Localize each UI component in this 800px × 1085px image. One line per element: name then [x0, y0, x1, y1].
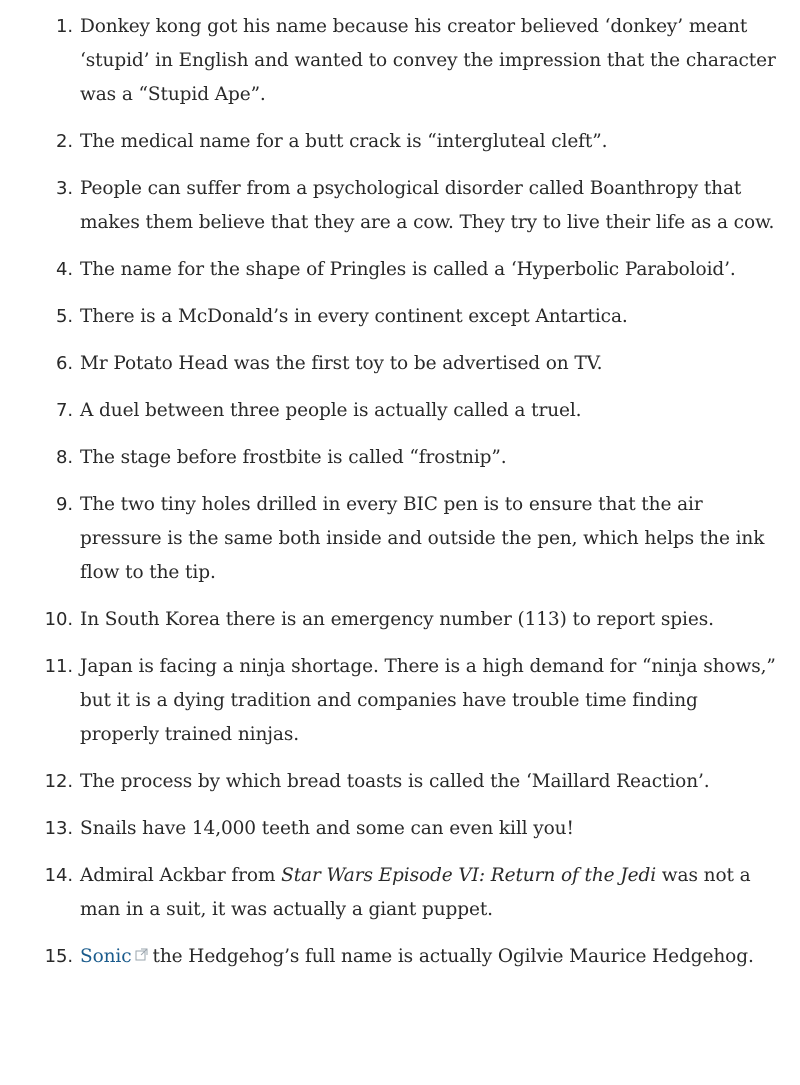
text-segment: the Hedgehog’s full name is actually Ogilvie Maurice Hedgehog. [152, 946, 754, 967]
external-link-icon[interactable] [135, 948, 148, 961]
movie-title: Star Wars Episode VI: Return of the Jedi [281, 865, 657, 886]
text-segment: was not a man in a suit, it was actually a giant puppet. [80, 865, 751, 920]
list-number: 10. [44, 609, 73, 630]
list-item [0, 10, 780, 112]
list-number: 11. [44, 656, 73, 677]
list-item-text: Snails have 14,000 teeth and some can even kill you! [80, 818, 574, 839]
list-item-text: A duel between three people is actually called a truel. [80, 400, 582, 421]
list-item-text: The stage before frostbite is called “frostnip”. [80, 447, 507, 468]
list-item [0, 859, 780, 927]
list-item-text: Donkey kong got his name because his creator believed ‘donkey’ meant ‘stupid’ in English and wanted to convey the impression that the character was a “Stupid Ape”. [80, 16, 776, 105]
list-item [0, 253, 780, 287]
list-item-text: Japan is facing a ninja shortage. There is a high demand for “ninja shows,” but it is a dying tradition and companies have trouble time finding properly trained ninjas. [80, 656, 776, 745]
list-number: 13. [44, 818, 73, 839]
list-item-text [80, 946, 754, 967]
list-item [0, 300, 780, 334]
list-number: 9. [56, 494, 73, 515]
list-number: 2. [56, 131, 73, 152]
list-item [0, 394, 780, 428]
text-segment: Admiral Ackbar from [80, 865, 282, 886]
list-number: 1. [56, 16, 73, 37]
list-number: 5. [56, 306, 73, 327]
list-item-text: The medical name for a butt crack is “intergluteal cleft”. [80, 131, 608, 152]
list-item [0, 940, 780, 974]
list-number: 15. [44, 946, 73, 967]
list-item-text: People can suffer from a psychological disorder called Boanthropy that makes them believe that they are a cow. They try to live their life as a cow. [80, 178, 775, 233]
list-number: 12. [44, 771, 73, 792]
list-item [0, 812, 780, 846]
list-item [0, 441, 780, 475]
list-number: 7. [56, 400, 73, 421]
list-item-text: There is a McDonald’s in every continent except Antartica. [80, 306, 628, 327]
list-number: 6. [56, 353, 73, 374]
list-number: 4. [56, 259, 73, 280]
list-item [0, 488, 780, 590]
list-item [0, 347, 780, 381]
list-item-text [80, 865, 751, 920]
list-item-text: The process by which bread toasts is called the ‘Maillard Reaction’. [80, 771, 710, 792]
list-number: 8. [56, 447, 73, 468]
list-item [0, 125, 780, 159]
list-item-text: Mr Potato Head was the first toy to be advertised on TV. [80, 353, 603, 374]
list-item [0, 603, 780, 637]
list-number: 14. [44, 865, 73, 886]
list-item-text: The two tiny holes drilled in every BIC pen is to ensure that the air pressure is the same both inside and outside the pen, which helps the ink flow to the tip. [80, 494, 765, 583]
list-number: 3. [56, 178, 73, 199]
list-item [0, 765, 780, 799]
list-item-text: The name for the shape of Pringles is called a ‘Hyperbolic Paraboloid’. [80, 259, 736, 280]
list-item [0, 650, 780, 752]
facts-list [0, 10, 780, 987]
sonic-link[interactable]: Sonic [80, 946, 132, 967]
list-item-text: In South Korea there is an emergency number (113) to report spies. [80, 609, 714, 630]
list-item [0, 172, 780, 240]
